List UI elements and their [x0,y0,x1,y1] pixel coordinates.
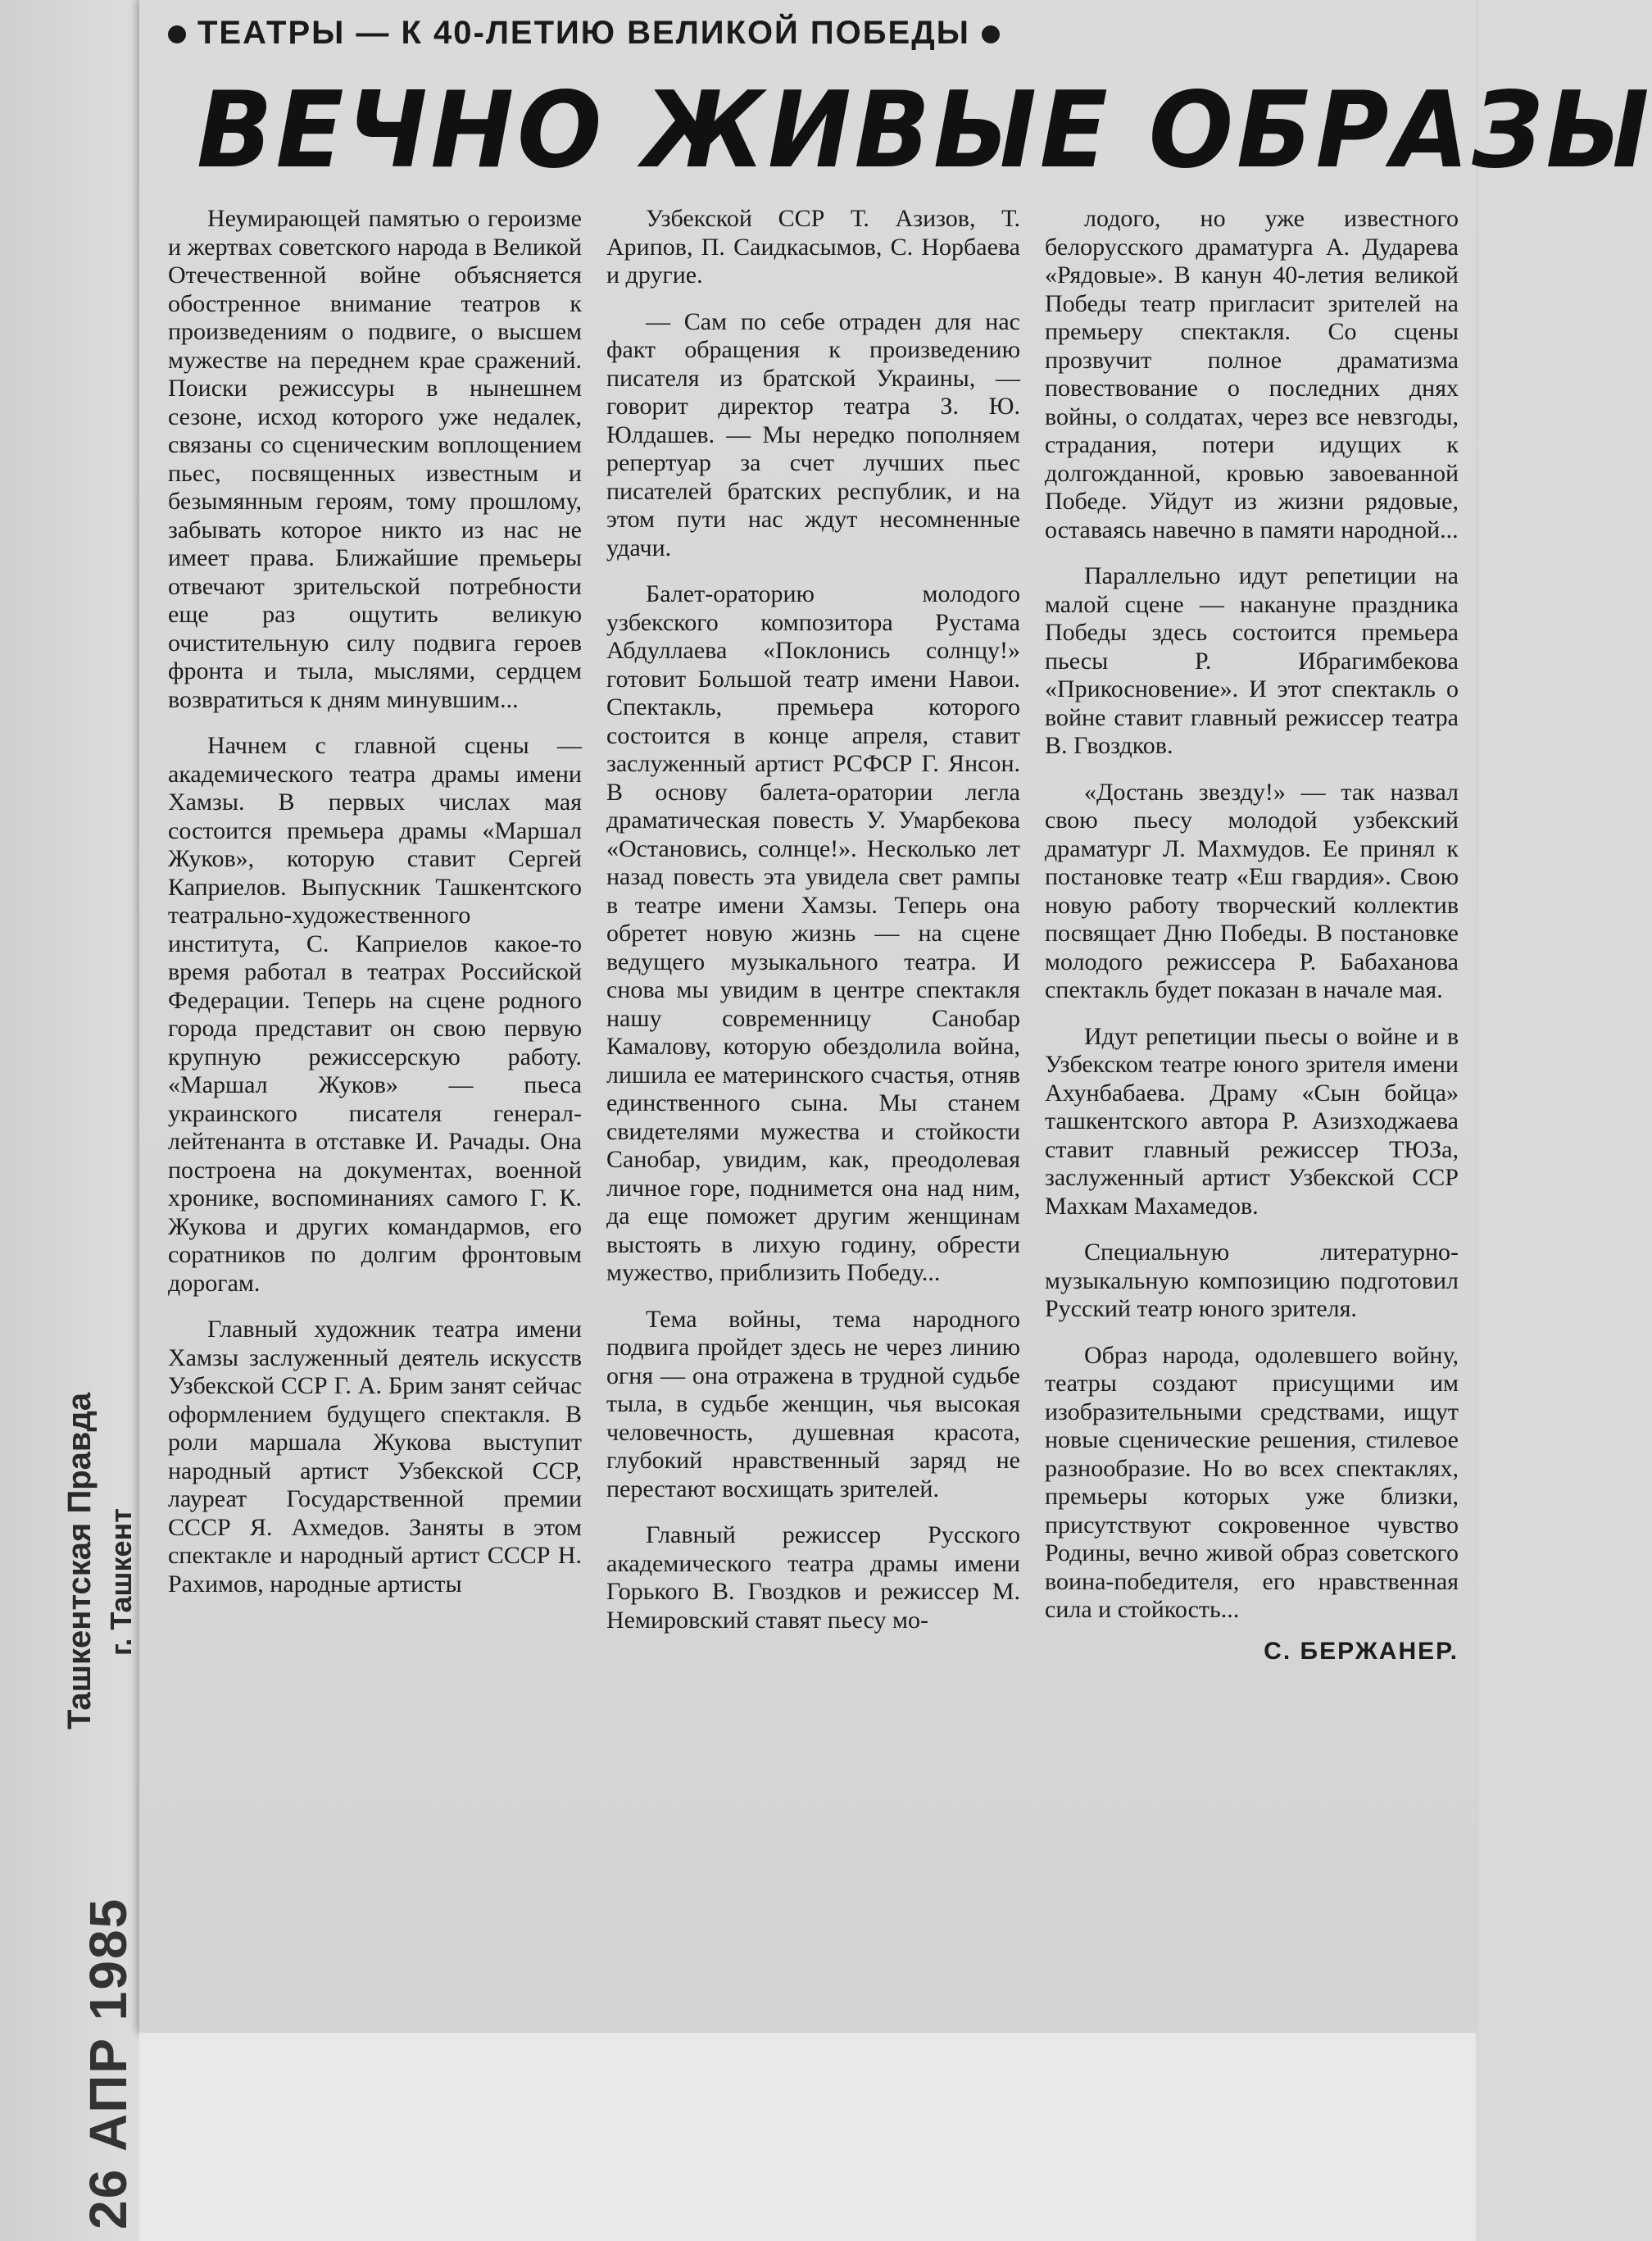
paragraph: лодого, но уже известного белорусского драматурга А. Дударева «Рядовые». В канун 40-летия великой Победы театр пригласит зрителей на премьеру спектакля. Со сцены прозвучит полное драматизма повествование о последних днях войны, о солдатах, через все невзгоды, страдания, потери идущих к долгожданной, кровью завоеванной Победе. Уйдут из жизни рядовые, оставаясь навечно в памяти народной... [1045,205,1459,543]
stamp-date: 26 АПР 1985 [79,1897,138,2230]
paragraph: Главный художник театра имени Хамзы заслуженный деятель искусств Узбекской ССР Г. А. Брим занят сейчас оформлением будущего спектакля. В роли маршала Жукова выступит народный артист Узбекской ССР, лауреат Государственной премии СССР Я. Ахмедов. Заняты в этом спектакле и народный артист СССР Н. Рахимов, народные артисты [168,1316,582,1598]
paper-margin [139,2033,1476,2241]
paragraph: Специальную литературно-музыкальную композицию подготовил Русский театр юного зрителя. [1045,1239,1459,1322]
bullet-icon [982,25,1000,43]
paragraph: Идут репетиции пьесы о войне и в Узбекском театре юного зрителя имени Ахунбабаева. Драму «Сын бойца» ташкентского автора Р. Азизходжаева ставит главный режиссер ТЮЗа, заслуженный артист Узбекской ССР Махкам Махамедов. [1045,1022,1459,1220]
paragraph: Параллельно идут репетиции на малой сцене — накануне праздника Победы здесь состоится премьера пьесы Р. Ибрагимбекова «Прикосновение». И этот спектакль о войне ставит главный режиссер театра В. Гвоздков. [1045,562,1459,759]
article-body [168,205,1459,1992]
paragraph: Начнем с главной сцены — академического театра драмы имени Хамзы. В первых числах мая состоится премьера драмы «Маршал Жуков», которую ставит Сергей Каприелов. Выпускник Ташкентского театрально-художественного института, С. Каприелов какое-то время работал в театрах Российской Федерации. Теперь на сцене родного города представит он свою первую крупную режиссерскую работу. «Маршал Жуков» — пьеса украинского писателя генерал-лейтенанта в отставке И. Рачады. Она построена на документах, военной хронике, воспоминаниях самого Г. К. Жукова и других командармов, его соратников по долгим фронтовым дорогам. [168,732,582,1297]
paragraph: Узбекской ССР Т. Азизов, Т. Арипов, П. Саидкасымов, С. Норбаева и другие. [606,205,1020,289]
column-2 [606,205,1020,1992]
section-rubric [168,8,1000,57]
author-signature: С. БЕРЖАНЕР. [1264,1637,1459,1665]
column-3 [1045,205,1459,1992]
stamp-city: г. Ташкент [104,1508,138,1656]
article-headline: ВЕЧНО ЖИВЫЕ ОБРАЗЫ [197,70,1652,192]
archive-stamp [61,1271,152,2230]
paragraph: Образ народа, одолевшего войну, театры создают присущими им изобразительными средствами, ищут новые сценические решения, стилевое разнообразие. Но во всех спектаклях, премьеры которых уже близки, присутствуют сокровенное чувство Родины, вечно живой образ советского воина-победителя, его нравственная сила и стойкость... [1045,1341,1459,1623]
paragraph: Неумирающей памятью о героизме и жертвах советского народа в Великой Отечественной войне объясняется обостренное внимание театров к произведениям о подвиге, о высшем мужестве на переднем крае сражений. Поиски режиссуры в нынешнем сезоне, исход которого уже недалек, связаны со сценическим воплощением пьес, посвященных известным и безымянным героям, тому прошлому, забывать которое никто из нас не имеет права. Ближайшие премьеры отвечают зрительской потребности еще раз ощутить великую очистительную силу подвига героев фронта и тыла, мыслями, сердцем возвратиться к дням минувшим... [168,205,582,713]
rubric-text: ТЕАТРЫ — К 40-ЛЕТИЮ ВЕЛИКОЙ ПОБЕДЫ [197,15,970,51]
paragraph: Главный режиссер Русского академического театра драмы имени Горького В. Гвоздков и режиссер М. Немировский ставят пьесу мо- [606,1521,1020,1634]
paragraph: «Достань звезду!» — так назвал свою пьесу молодой узбекский драматург Л. Махмудов. Ее принял к постановке театр «Еш гвардия». Свою новую работу творческий коллектив посвящает Дню Победы. В постановке молодого режиссера Р. Бабаханова спектакль будет показан в начале мая. [1045,778,1459,1003]
paragraph: Балет-ораторию молодого узбекского композитора Рустама Абдуллаева «Поклонись солнцу!» готовит Большой театр имени Навои. Спектакль, премьера которого состоится в конце апреля, ставит заслуженный артист РСФСР Г. Янсон. В основу балета-оратории легла драматическая повесть У. Умарбекова «Остановись, солнце!». Несколько лет назад повесть эта увидела свет рампы в театре имени Хамзы. Теперь она обретет новую жизнь — на сцене ведущего музыкального театра. И снова мы увидим в центре спектакля нашу современницу Санобар Камалову, которую обездолила война, лишила ее материнского счастья, отняв единственного сына. Мы станем свидетелями мужества и стойкости Санобар, увидим, как, преодолевая личное горе, поднимется она над ним, да еще поможет другим женщинам выстоять в лихую годину, обрести мужество, приблизить Победу... [606,580,1020,1286]
paragraph: — Сам по себе отраден для нас факт обращения к произведению писателя из братской Украины, — говорит директор театра З. Ю. Юлдашев. — Мы нередко пополняем репертуар за счет лучших пьес писателей братских республик, и на этом пути нас ждут несомненные удачи. [606,307,1020,561]
stamp-newspaper-name: Ташкентская Правда [61,1392,98,1730]
paragraph: Тема войны, тема народного подвига пройдет здесь не через линию огня — она отражена в трудной судьбе тыла, в судьбе женщин, чья высокая человечность, душевная красота, глубокий нравственный заряд не перестают восхищать зрителей. [606,1305,1020,1502]
bullet-icon [168,25,186,43]
column-1 [168,205,582,1992]
